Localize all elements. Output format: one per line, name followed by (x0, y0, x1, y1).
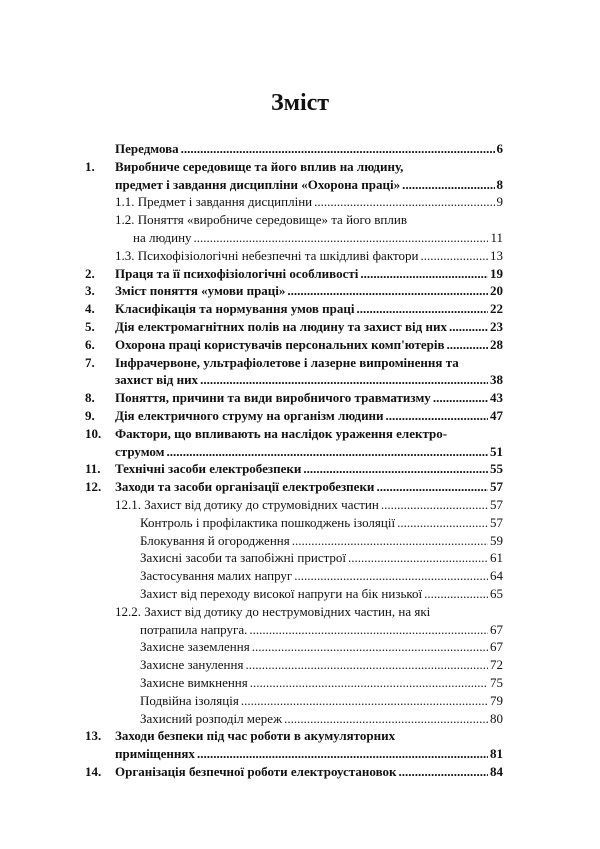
toc-page-number: 8 (496, 176, 503, 192)
toc-entry-number: 8. (85, 390, 95, 406)
toc-leader-dots (314, 193, 494, 211)
toc-entry-title: 12.1. Захист від дотику до струмовідних частин (115, 496, 379, 512)
toc-page-number: 59 (490, 532, 503, 548)
toc-entry (85, 282, 503, 300)
toc-entry-title: Зміст поняття «умови праці» (115, 283, 286, 299)
toc-entry-title: Подвійна ізоляція (140, 692, 239, 708)
toc-leader-dots (292, 532, 488, 550)
toc-page-number: 9 (496, 194, 503, 210)
toc-entry-number: 3. (85, 283, 95, 299)
toc-page-number: 11 (490, 229, 503, 245)
toc-entry-title: Інфрачервоне, ультрафіолетове і лазерне випромінення та (115, 354, 459, 370)
toc-entry (85, 407, 503, 425)
toc-page-number: 61 (490, 550, 503, 566)
toc-entry-title: 1.3. Психофізіологічні небезпечні та шкідливі фактори (115, 247, 419, 263)
toc-page-number: 47 (490, 407, 503, 423)
toc-entry-title: Заходи безпеки під час роботи в акумуляторних (115, 728, 396, 744)
toc-entry (85, 300, 503, 318)
toc-entry (85, 710, 503, 728)
toc-entry-title: Захисний розподіл мереж (140, 710, 283, 726)
toc-entry (85, 638, 503, 656)
toc-leader-dots (420, 247, 488, 265)
toc-entry (85, 193, 503, 211)
toc-entry (85, 585, 503, 603)
toc-entry (85, 336, 503, 354)
toc-entry-title: Дія електричного струму на організм людини (115, 407, 384, 423)
toc-page-number: 57 (490, 514, 503, 530)
toc-leader-dots (200, 371, 488, 389)
toc-entry (85, 460, 503, 478)
toc-entry-title: 1.1. Предмет і завдання дисципліни (115, 194, 313, 210)
toc-page-number: 64 (490, 568, 503, 584)
toc-entry-title: на людину (133, 229, 192, 245)
toc-leader-dots (194, 229, 489, 247)
toc-page-number: 51 (490, 443, 503, 459)
toc-entry-title: потрапила напруга. (140, 621, 248, 637)
toc-entry-title: Захисне заземлення (140, 639, 250, 655)
toc-leader-dots (386, 407, 488, 425)
toc-entry (85, 176, 503, 194)
toc-entry-title: предмет і завдання дисципліни «Охорона праці» (115, 176, 401, 192)
toc-entry-title: Захист від переходу високої напруги на бік низької (140, 585, 423, 601)
toc-page-number: 67 (490, 621, 503, 637)
toc-page-number: 80 (490, 710, 503, 726)
toc-entry-number: 2. (85, 265, 95, 281)
toc-page-number: 22 (490, 301, 503, 317)
toc-page-number: 13 (490, 247, 503, 263)
toc-page-number: 57 (490, 496, 503, 512)
toc-entry (85, 140, 503, 158)
toc-entry (85, 478, 503, 496)
toc-entry-title: Організація безпечної роботи електроустановок (115, 763, 397, 779)
toc-entry (85, 549, 503, 567)
toc-page-number: 57 (490, 479, 503, 495)
table-of-contents (85, 140, 503, 781)
toc-leader-dots (433, 389, 488, 407)
toc-entry-title: 1.2. Поняття «виробниче середовище» та його вплив (115, 212, 407, 228)
toc-entry-title: Поняття, причини та види виробничого травматизму (115, 390, 431, 406)
toc-entry-title: Дія електромагнітних полів на людину та захист від них (115, 318, 447, 334)
toc-entry (85, 247, 503, 265)
toc-entry (85, 745, 503, 763)
toc-entry (85, 229, 503, 247)
toc-page-number: 81 (490, 746, 503, 762)
toc-entry-number: 5. (85, 318, 95, 334)
toc-leader-dots (376, 478, 488, 496)
toc-leader-dots (181, 140, 495, 158)
toc-entry-number: 1. (85, 158, 95, 174)
toc-page-number: 55 (490, 461, 503, 477)
toc-entry-number: 12. (85, 479, 102, 495)
toc-entry-title: приміщеннях (115, 746, 195, 762)
toc-entry (85, 443, 503, 461)
toc-entry (85, 692, 503, 710)
toc-page-number: 28 (490, 336, 503, 352)
toc-page-number: 43 (490, 390, 503, 406)
toc-leader-dots (167, 443, 489, 461)
toc-entry-title: 12.2. Захист від дотику до неструмовідних частин, на які (115, 603, 431, 619)
toc-entry-title: струмом (115, 443, 165, 459)
toc-page-number: 6 (496, 141, 503, 156)
toc-page-number: 84 (490, 763, 503, 779)
toc-leader-dots (252, 638, 488, 656)
toc-leader-dots (294, 567, 488, 585)
toc-leader-dots (303, 460, 488, 478)
toc-leader-dots (357, 300, 488, 318)
toc-entry-number: 11. (85, 461, 101, 477)
toc-page-number: 20 (490, 283, 503, 299)
toc-entry-title: захист від них (115, 372, 199, 388)
toc-leader-dots (245, 656, 488, 674)
toc-entry-title: Праця та її психофізіологічні особливості (115, 265, 359, 281)
toc-entry-number: 6. (85, 336, 95, 352)
toc-entry-title: Застосування малих напруг (140, 568, 293, 584)
toc-entry-title: Фактори, що впливають на наслідок ураження електро- (115, 425, 448, 441)
toc-entry-title: Виробниче середовище та його вплив на людину, (115, 158, 404, 174)
toc-entry-title: Заходи та засоби організації електробезпеки (115, 479, 375, 495)
toc-leader-dots (360, 265, 488, 283)
toc-leader-dots (397, 514, 488, 532)
toc-page-number: 19 (490, 265, 503, 281)
toc-entry-number: 4. (85, 301, 95, 317)
toc-entry (85, 158, 503, 176)
toc-entry-number: 13. (85, 728, 102, 744)
toc-entry-title: Захисне занулення (140, 657, 244, 673)
toc-entry-number: 10. (85, 425, 102, 441)
toc-entry-title: Контроль і профілактика пошкоджень ізоляції (140, 514, 396, 530)
toc-entry (85, 763, 503, 781)
toc-entry (85, 656, 503, 674)
toc-page-number: 67 (490, 639, 503, 655)
toc-entry-title: Захисне вимкнення (140, 674, 248, 690)
toc-entry (85, 674, 503, 692)
toc-entry-number: 7. (85, 354, 95, 370)
toc-leader-dots (249, 621, 488, 639)
toc-entry (85, 318, 503, 336)
toc-leader-dots (241, 692, 488, 710)
toc-page-number: 75 (490, 674, 503, 690)
toc-leader-dots (381, 496, 488, 514)
toc-entry (85, 532, 503, 550)
page-title: Зміст (270, 90, 330, 116)
toc-leader-dots (424, 585, 488, 603)
toc-entry (85, 567, 503, 585)
toc-leader-dots (284, 710, 488, 728)
toc-entry-number: 14. (85, 763, 102, 779)
toc-leader-dots (348, 549, 488, 567)
toc-leader-dots (197, 745, 488, 763)
toc-entry-title: Технічні засоби електробезпеки (115, 461, 302, 477)
toc-entry (85, 621, 503, 639)
toc-entry (85, 496, 503, 514)
toc-entry (85, 603, 503, 621)
toc-page-number: 38 (490, 372, 503, 388)
toc-leader-dots (287, 282, 488, 300)
toc-page-number: 23 (490, 318, 503, 334)
toc-entry (85, 354, 503, 372)
toc-entry (85, 389, 503, 407)
toc-entry (85, 211, 503, 229)
toc-page-number: 72 (490, 657, 503, 673)
toc-entry-title: Передмова (115, 141, 179, 156)
toc-leader-dots (402, 176, 494, 194)
toc-entry (85, 265, 503, 283)
toc-entry-title: Класифікація та нормування умов праці (115, 301, 355, 317)
toc-entry (85, 514, 503, 532)
toc-entry (85, 727, 503, 745)
toc-entry (85, 371, 503, 389)
toc-entry-number: 9. (85, 407, 95, 423)
toc-leader-dots (399, 763, 488, 781)
toc-entry-title: Охорона праці користувачів персональних комп'ютерів (115, 336, 445, 352)
toc-page-number: 65 (490, 585, 503, 601)
toc-entry (85, 425, 503, 443)
toc-leader-dots (446, 336, 488, 354)
toc-page-number: 79 (490, 692, 503, 708)
toc-leader-dots (250, 674, 488, 692)
toc-leader-dots (449, 318, 488, 336)
toc-entry-title: Захисні засоби та запобіжні пристрої (140, 550, 347, 566)
toc-entry-title: Блокування й огородження (140, 532, 290, 548)
